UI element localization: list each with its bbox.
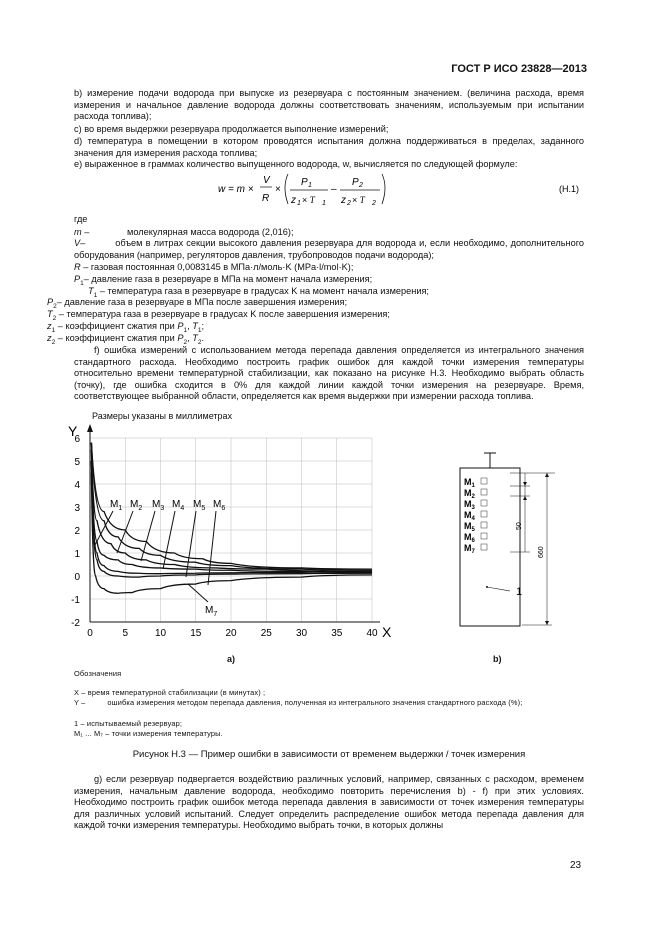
formula-P2: P (352, 177, 359, 188)
figure-label-a: a) (227, 654, 236, 664)
formula-h1 (200, 168, 590, 216)
tank-marker-m2: $M_2$ (464, 488, 475, 500)
page-number: 23 (570, 860, 582, 871)
chart-labels (68, 423, 392, 640)
formula-number: (H.1) (559, 184, 579, 194)
figure-caption: Рисунок Н.3 — Пример ошибки в зависимости от временем выдержки / точек измерения (132, 749, 526, 760)
svg-text:–: – (331, 184, 337, 195)
tank-dim-660: 660 (538, 546, 545, 558)
where-z2: $z_2$ – коэффициент сжатия при $P_2$, $T_2$. (47, 333, 205, 346)
x-axis-label: X (382, 624, 392, 640)
tank-sensor-m3 (481, 500, 487, 506)
x-tick-25: 25 (260, 628, 272, 639)
paragraph-f: f) ошибка измерений с использованием метода перепада давления определяется из интегрального значения стандартного расхода. Необходимо построить график ошибок для каждой точки измерения температуры относительно времени температурной стабилизации, как показано на рисунке Н.3. Необходимо выбрать область (точку), где ошибка сходится в 0% для каждой линии каждой точки измерения на резервуаре. Время, соответствующее выбранной области, определяется как время выдержки при измерении расхода топлива. (74, 345, 584, 402)
paragraph-e: e) выраженное в граммах количество выпущенного водорода, w, вычисляется по следующей формуле: (74, 159, 518, 169)
x-tick-0: 0 (87, 628, 93, 639)
formula-R: R (262, 193, 270, 204)
svg-text:1: 1 (308, 182, 312, 189)
chart-grid (90, 438, 372, 622)
document-header: ГОСТ Р ИСО 23828—2013 (451, 63, 587, 75)
paragraph-g: g) если резервуар подвергается воздействию различных условий, например, связанных с расходом, временем измерения, начальным давление водорода, необходимо повторить перечисления b) - f) при этих условиях. Необходимо построить график ошибок метода перепада давления в зависимости от точек измерения температуры для различных условий испытаний. Следует определить распределение ошибок метода перепада давления для каждой точки измерения температуры. Необходимо выбрать точки, в которых должны (74, 774, 584, 831)
y-tick-4: 4 (74, 480, 80, 491)
y-tick--2: -2 (71, 618, 80, 629)
label-m2: $M_2$ (130, 499, 143, 512)
x-tick-5: 5 (122, 628, 129, 639)
x-tick-30: 30 (295, 628, 308, 639)
label-m3: $M_3$ (152, 499, 165, 512)
svg-text:× T: × T (302, 195, 315, 205)
where-m-sym: m – (74, 227, 90, 237)
svg-text:2: 2 (347, 200, 351, 207)
series-m7 (91, 473, 372, 594)
figure-tank-b (450, 452, 560, 632)
where-P2: $P_2-$ давление газа в резервуаре в МПа после завершения измерения; (47, 297, 348, 310)
where-T1: $T_1$ – температура газа в резервуаре в градусах K на момент начала измерения; (88, 286, 429, 299)
series-m1 (91, 450, 372, 573)
y-tick-3: 3 (74, 503, 80, 514)
tank-dim-50: 50 (516, 522, 523, 530)
series-m5 (91, 461, 372, 574)
formula-lhs: w = m × (218, 184, 254, 195)
legend-title: Обозначения (74, 669, 122, 678)
x-tick-10: 10 (154, 628, 167, 639)
figure-chart-a (60, 420, 400, 645)
formula-z1T1: z (291, 195, 296, 206)
tank-marker-m6: $M_6$ (464, 532, 475, 544)
tank-marker-m1: $M_1$ (464, 477, 475, 489)
svg-text:1: 1 (297, 200, 301, 207)
formula-V: V (263, 175, 270, 186)
legend-x: X – время температурной стабилизации (в минутах) ; (74, 688, 266, 697)
y-tick-0: 0 (74, 572, 80, 583)
label-m5: $M_5$ (193, 499, 206, 512)
where-m-text: молекулярная масса водорода (2,016); (127, 227, 294, 237)
tank-sensor-m4 (481, 511, 487, 517)
x-tick-35: 35 (331, 628, 343, 639)
legend-m: M₁ ... M₇ – точки измерения температуры. (74, 729, 223, 738)
tank-marker-m5: $M_5$ (464, 521, 475, 533)
tank-marker-m4: $M_4$ (464, 510, 475, 522)
svg-text:× T: × T (352, 195, 365, 205)
where-V: V– объем в литрах секции высокого давления резервуара для водорода и, если необходимо, дополнительного оборудования (например, регуляторов давления, трубопроводов подачи водорода); (74, 238, 584, 260)
y-tick-6: 6 (74, 434, 80, 445)
tank-sensor-m5 (481, 522, 487, 528)
chart-series (91, 443, 372, 594)
y-tick-5: 5 (74, 457, 80, 468)
where-P1: $P_1-$ давление газа в резервуаре в МПа на момент начала измерения; (74, 274, 373, 287)
tank-sensor-m7 (481, 544, 487, 550)
y-tick-2: 2 (74, 526, 80, 537)
y-axis-arrow (87, 424, 93, 432)
y-axis-label: Y (68, 423, 78, 439)
legend-y: Y – ошибка измерения методом перепада давления, полученная из интегрального значения стандартного расхода (%); (74, 698, 523, 707)
svg-text:1: 1 (322, 200, 326, 207)
label-m1: $M_1$ (110, 499, 123, 512)
svg-text:2: 2 (372, 200, 376, 207)
x-tick-20: 20 (225, 628, 237, 639)
tank-sensor-m2 (481, 489, 487, 495)
where-z1: $z_1$ – коэффициент сжатия при $P_1$, $T_1$; (47, 321, 205, 334)
tank-sensor-m1 (481, 478, 487, 484)
tank-label-1: 1 (516, 586, 523, 598)
x-tick-15: 15 (190, 628, 202, 639)
paragraph-c: c) во время выдержки резервуара продолжается выполнение измерений; (74, 124, 389, 134)
formula-z2T2: z (341, 195, 346, 206)
paragraph-b: b) измерение подачи водорода при выпуске из резервуара с постоянным значением. (величина расхода, время измерения и начальное давление водорода должны соответствовать значениям, используемым при испытании расхода топлива); (74, 88, 584, 122)
figure-dims-note: Размеры указаны в миллиметрах (92, 411, 233, 421)
tank-marker-m3: $M_3$ (464, 499, 475, 511)
where-label: где (74, 214, 88, 224)
label-m4: $M_4$ (172, 499, 185, 512)
legend-one: 1 – испытываемый резервуар; (74, 719, 183, 728)
where-R: R – газовая постоянная 0,0083145 в МПа·л/моль·K (MPa·l/mol·K); (74, 262, 354, 272)
figure-label-b: b) (493, 654, 502, 664)
y-tick-1: 1 (74, 549, 80, 560)
x-tick-40: 40 (366, 628, 378, 639)
formula-times: × (275, 184, 281, 195)
svg-text:2: 2 (359, 182, 363, 189)
y-tick--1: -1 (71, 595, 80, 606)
paragraph-d: d) температура в помещении в котором проводятся испытания должна поддерживаться в пределах, заданного значения для измерения расхода топлива; (74, 136, 584, 158)
series-m6 (91, 461, 372, 577)
where-T2: $T_2$ – температура газа в резервуаре в градусах K после завершения измерения; (47, 309, 390, 322)
tank-marker-m7: $M_7$ (464, 543, 475, 555)
formula-P1: P (301, 177, 308, 188)
leader-m7 (188, 584, 208, 602)
label-m7: $M_7$ (205, 605, 218, 618)
tank-sensor-m6 (481, 533, 487, 539)
label-m6: $M_6$ (213, 499, 226, 512)
